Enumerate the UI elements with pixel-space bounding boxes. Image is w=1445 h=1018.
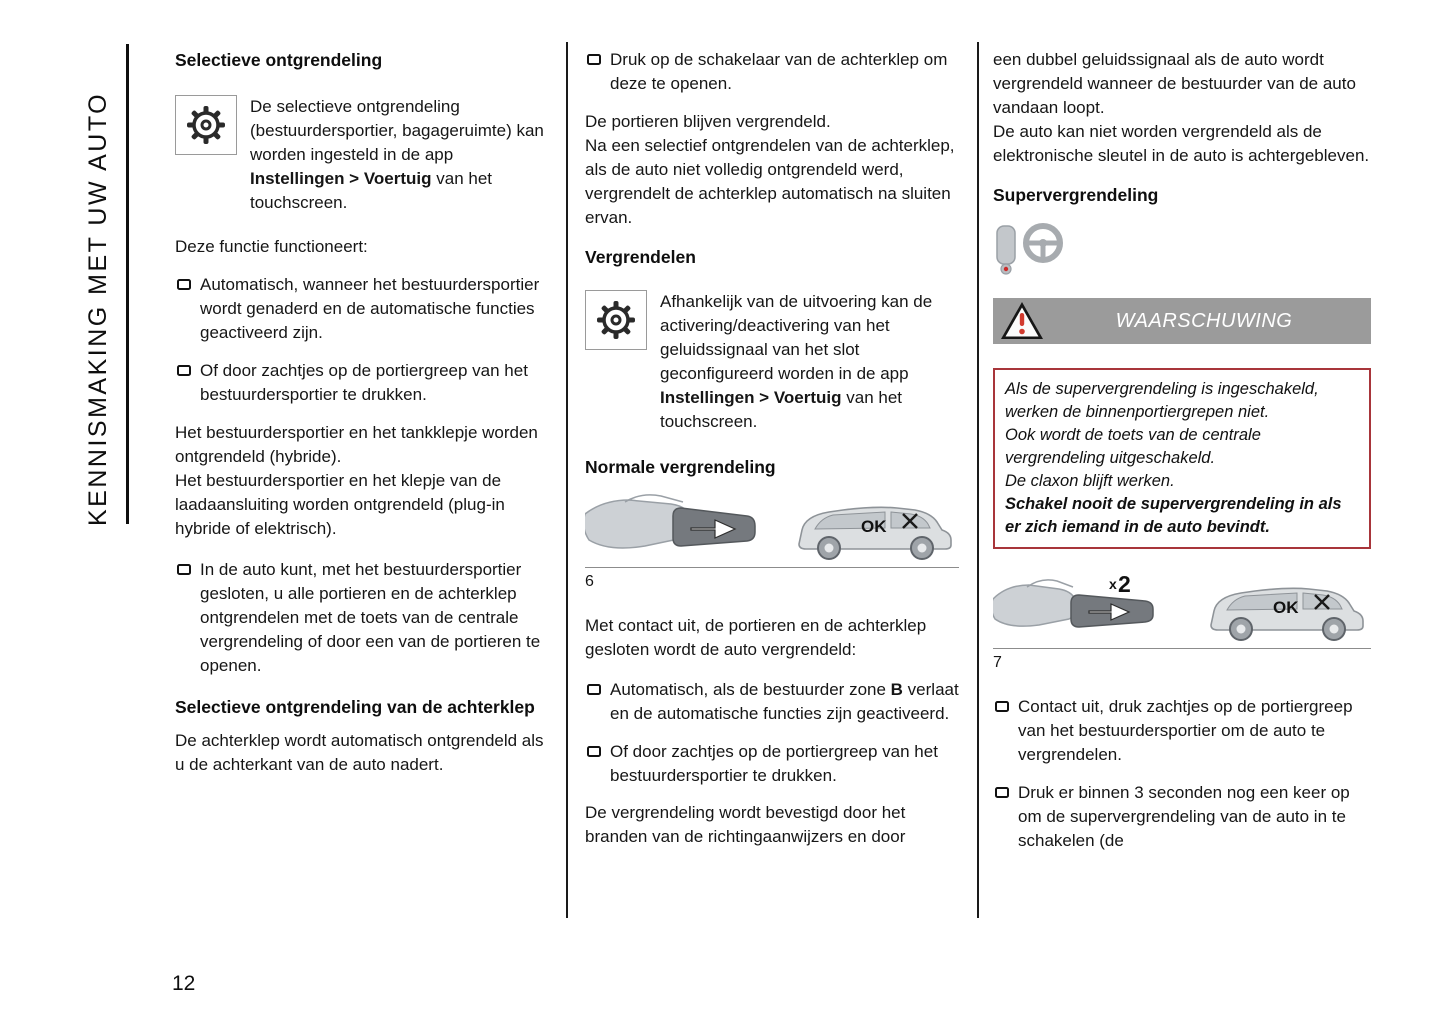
paragraph-line: Het bestuurdersportier en het klepje van de laadaansluiting worden ontgrendeld (plug-in hybride of elektrisch). bbox=[175, 471, 505, 538]
list-item-pre: Automatisch, als de bestuurder zone bbox=[610, 680, 891, 699]
figure-art bbox=[993, 569, 1371, 649]
checkbox-bullet-icon bbox=[587, 684, 601, 695]
paragraph-lock-signal bbox=[993, 48, 1371, 168]
gear-icon-box bbox=[175, 95, 237, 155]
gear-note bbox=[175, 95, 547, 215]
figure-number: 7 bbox=[993, 654, 1002, 671]
key-fob-and-car-illustration bbox=[585, 488, 959, 566]
checkbox-bullet-icon bbox=[995, 701, 1009, 712]
list-item-text: Contact uit, druk zachtjes op de portiergreep van het bestuurdersportier om de auto te vergrendelen. bbox=[1018, 697, 1353, 764]
column-divider bbox=[566, 42, 568, 918]
warning-text-line: Als de supervergrendeling is ingeschakeld, werken de binnenportiergrepen niet. bbox=[1005, 380, 1319, 421]
list-item bbox=[993, 781, 1371, 853]
column-3 bbox=[993, 48, 1371, 853]
paragraph-line: De auto kan niet worden vergrendeld als de elektronische sleutel in de auto is achtergebleven. bbox=[993, 122, 1370, 165]
paragraph-line: De portieren blijven vergrendeld. bbox=[585, 112, 831, 131]
checkbox-bullet-icon bbox=[177, 279, 191, 290]
list-item bbox=[585, 740, 959, 788]
gear-note-text bbox=[660, 290, 959, 434]
gear-note-post: van het touchscreen. bbox=[660, 388, 903, 431]
paragraph-unlock-result bbox=[175, 421, 547, 541]
figure-ok-label: OK bbox=[1273, 598, 1299, 617]
warning-text-line: De claxon blijft werken. bbox=[1005, 472, 1175, 490]
chapter-title-vertical: KENNISMAKING MET UW AUTO bbox=[84, 91, 112, 526]
list-item bbox=[175, 359, 547, 407]
gear-icon bbox=[595, 299, 637, 341]
zone-b-label: B bbox=[890, 680, 903, 699]
figure-multiplier-n: 2 bbox=[1118, 571, 1131, 597]
warning-banner bbox=[993, 298, 1371, 344]
gear-note bbox=[585, 290, 959, 434]
heading-normal-locking: Normale vergrendeling bbox=[585, 457, 776, 477]
gear-note-pre: Afhankelijk van de uitvoering kan de activering/deactivering van het geluidssignaal van het slot geconfigureerd worden in de app bbox=[660, 292, 933, 383]
paragraph-intro: Deze functie functioneert: bbox=[175, 237, 368, 256]
list-item-text bbox=[610, 678, 959, 726]
figure-normal-locking bbox=[585, 488, 959, 592]
figure-multiplier-x: x bbox=[1109, 576, 1117, 592]
checkbox-bullet-icon bbox=[177, 365, 191, 376]
figure-number: 6 bbox=[585, 573, 594, 590]
supervergrendeling-warning-box bbox=[993, 368, 1371, 549]
key-and-steering-wheel-icon bbox=[993, 222, 1077, 280]
page-number: 12 bbox=[172, 972, 196, 995]
gear-note-bold: Instellingen > Voertuig bbox=[660, 388, 842, 407]
key-icon-row bbox=[993, 222, 1371, 280]
figure-ok-label: OK bbox=[861, 517, 887, 536]
figure-art bbox=[585, 488, 959, 568]
checkbox-bullet-icon bbox=[177, 564, 191, 575]
warning-text-line-bold: Schakel nooit de supervergrendeling in als er zich iemand in de auto bevindt. bbox=[1005, 495, 1342, 536]
gear-icon bbox=[185, 104, 227, 146]
list-item-text: In de auto kunt, met het bestuurdersportier gesloten, u alle portieren en de achterklep ontgrendelen met de toets van de centrale vergrendeling of door een van de portieren te openen. bbox=[200, 560, 541, 675]
list-item bbox=[175, 273, 547, 345]
paragraph-tailgate: De achterklep wordt automatisch ontgrendeld als u de achterkant van de auto nadert. bbox=[175, 731, 544, 774]
paragraph-line: Na een selectief ontgrendelen van de achterklep, als de auto niet volledig ontgrendeld werd, vergrendelt de achterklep automatisch na sluiten ervan. bbox=[585, 136, 955, 227]
list-item-post: verlaat en de automatische functies zijn geactiveerd. bbox=[610, 680, 959, 723]
checkbox-bullet-icon bbox=[995, 787, 1009, 798]
list-item-text: Of door zachtjes op de portiergreep van het bestuurdersportier te drukken. bbox=[200, 361, 528, 404]
list-item-text: Druk er binnen 3 seconden nog een keer op om de supervergrendeling van de auto in te schakelen (de bbox=[1018, 783, 1350, 850]
paragraph-lock-confirmation: De vergrendeling wordt bevestigd door het branden van de richtingaanwijzers en door bbox=[585, 803, 906, 846]
checkbox-bullet-icon bbox=[587, 746, 601, 757]
paragraph-doors-locked bbox=[585, 110, 959, 230]
gear-note-pre: De selectieve ontgrendeling (bestuurdersportier, bagageruimte) kan worden ingesteld in de app bbox=[250, 97, 544, 164]
list-item-text: Druk op de schakelaar van de achterklep om deze te openen. bbox=[610, 50, 948, 93]
list-item bbox=[585, 48, 959, 96]
warning-text-line: Ook wordt de toets van de centrale vergrendeling uitgeschakeld. bbox=[1005, 426, 1261, 467]
column-1 bbox=[175, 48, 547, 777]
hand-with-key-fob-illustration bbox=[585, 495, 755, 548]
gear-note-post: van het touchscreen. bbox=[250, 169, 493, 212]
list-item-text: Automatisch, wanneer het bestuurdersportier wordt genaderd en de automatische functies geactiveerd zijn. bbox=[200, 275, 540, 342]
warning-banner-title: WAARSCHUWING bbox=[1115, 309, 1293, 332]
list-item bbox=[175, 558, 547, 678]
heading-tailgate-unlock: Selectieve ontgrendeling van de achterklep bbox=[175, 697, 535, 717]
column-2 bbox=[585, 48, 959, 849]
list-item-text: Of door zachtjes op de portiergreep van het bestuurdersportier te drukken. bbox=[610, 742, 938, 785]
paragraph-line: een dubbel geluidssignaal als de auto wordt vergrendeld wanneer de bestuurder van de auto vandaan loopt. bbox=[993, 50, 1356, 117]
heading-selective-unlock: Selectieve ontgrendeling bbox=[175, 50, 383, 70]
paragraph-line: Het bestuurdersportier en het tankklepje worden ontgrendeld (hybride). bbox=[175, 423, 538, 466]
chapter-rule bbox=[126, 44, 129, 524]
figure-super-locking bbox=[993, 569, 1371, 673]
gear-icon-box bbox=[585, 290, 647, 350]
checkbox-bullet-icon bbox=[587, 54, 601, 65]
paragraph-lock-conditions: Met contact uit, de portieren en de achterklep gesloten wordt de auto vergrendeld: bbox=[585, 616, 927, 659]
column-divider bbox=[977, 42, 979, 918]
list-item bbox=[993, 695, 1371, 767]
gear-note-text bbox=[250, 95, 547, 215]
gear-note-bold: Instellingen > Voertuig bbox=[250, 169, 432, 188]
heading-locking: Vergrendelen bbox=[585, 247, 696, 267]
key-fob-x2-and-car-illustration bbox=[993, 569, 1371, 647]
list-item bbox=[585, 678, 959, 726]
warning-triangle-icon bbox=[1000, 301, 1044, 346]
heading-super-locking: Supervergrendeling bbox=[993, 185, 1159, 205]
